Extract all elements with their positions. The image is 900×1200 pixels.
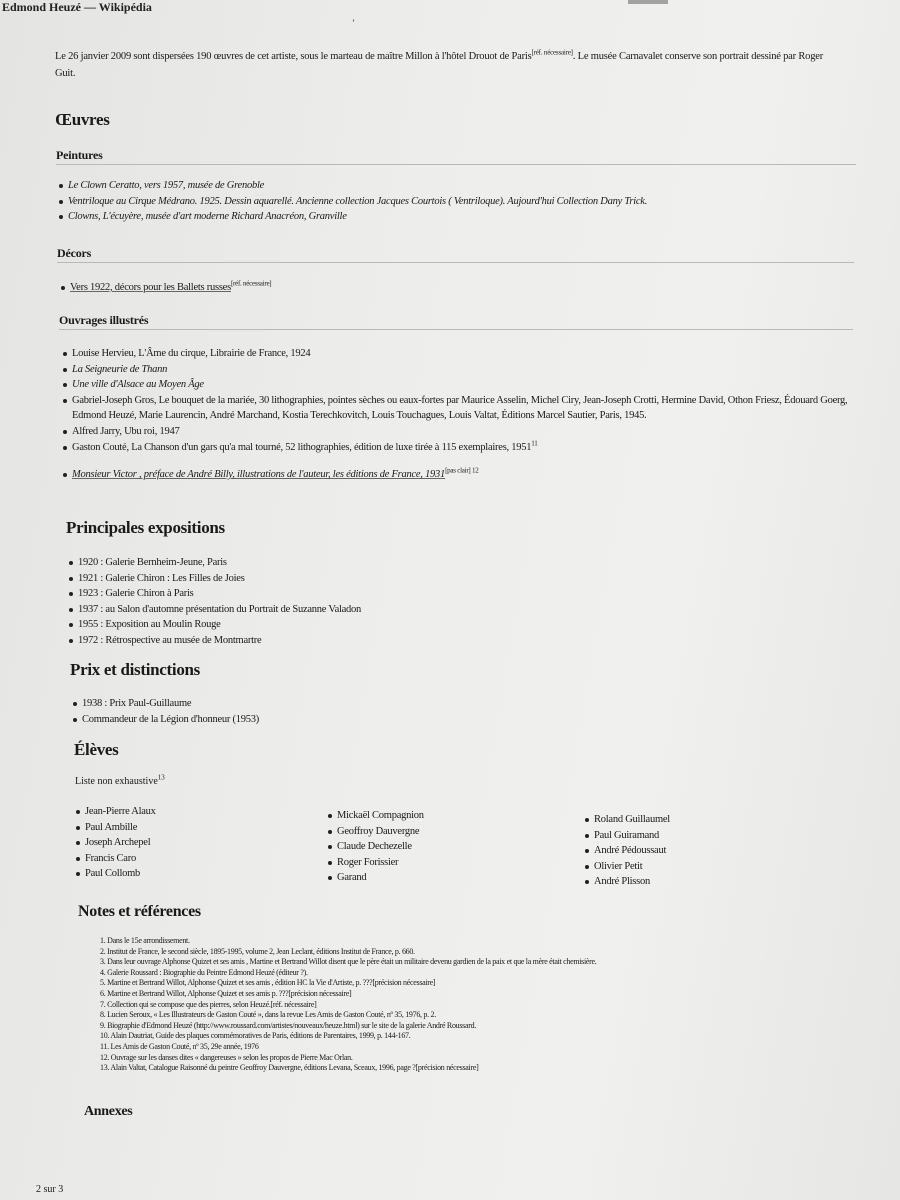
intro-tail: . Le musée Carnavalet conserve son portrait dessiné par Roger Guit. [55, 51, 824, 79]
reference-item: 8. Lucien Seroux, « Les Illustrateurs de Gaston Couté », dans la revue Les Amis de Gaston Couté, nº 35, 1976, p. 2. [100, 1010, 436, 1020]
list-item: Alfred Jarry, Ubu roi, 1947 [62, 424, 852, 440]
section-prix-heading: Prix et distinctions [70, 660, 200, 679]
list-item [62, 467, 852, 483]
list-item: 1937 : au Salon d'automne présentation du Portrait de Suzanne Valadon [68, 602, 768, 618]
decors-list [60, 280, 760, 296]
decors-link[interactable]: Vers 1922, décors pour les Ballets russes [70, 282, 231, 293]
list-item: André Pédoussaut [584, 843, 824, 859]
list-item: Claude Dechezelle [327, 839, 567, 855]
subsection-peintures-heading: Peintures [56, 148, 103, 162]
ref-12-link[interactable]: [pas clair] 12 [445, 466, 479, 475]
reference-item: 2. Institut de France, le second siècle, 1895-1995, volume 2, Jean Leclant, éditions Institut de France, p. 660. [100, 946, 415, 956]
intro-ref-link[interactable]: [réf. nécessaire] [531, 48, 573, 57]
list-item: Olivier Petit [584, 859, 824, 875]
ref-11-link[interactable]: 11 [531, 439, 538, 448]
list-item: Paul Ambille [75, 820, 305, 836]
reference-item: 5. Martine et Bertrand Willot, Alphonse Quizet et ses amis , édition HC la Vie d'Artiste, p. ???[précision nécessaire] [100, 978, 436, 988]
reference-item: 13. Alain Valtat, Catalogue Raisonné du peintre Geoffroy Dauvergne, éditions Levana, Sceaux, 1996, page ?[précision nécessaire] [100, 1063, 479, 1073]
list-item: Une ville d'Alsace au Moyen Âge [62, 377, 852, 393]
speck-mark: ʼ [352, 18, 355, 28]
reference-item: 10. Alain Dautriat, Guide des plaques commémoratives de Paris, éditions de Parentaires, 1999, p. 144-167. [100, 1031, 411, 1041]
reference-item: 4. Galerie Roussard : Biographie du Peintre Edmond Heuzé (éditeur ?). [100, 967, 308, 977]
list-item: Francis Caro [75, 851, 305, 867]
list-item: 1921 : Galerie Chiron : Les Filles de Joies [68, 571, 768, 587]
eleves-col-3 [584, 812, 824, 890]
list-item: 1972 : Rétrospective au musée de Montmartre [68, 633, 768, 649]
page-number: 2 sur 3 [36, 1184, 64, 1195]
list-item: Mickaël Compagnion [327, 808, 567, 824]
peintures-list [58, 178, 848, 225]
section-notes-heading: Notes et références [78, 903, 201, 920]
eleves-note: Liste non exhaustive$^{13}$ [75, 773, 165, 787]
eleves-col-1 [75, 804, 305, 882]
reference-item: 7. Collection qui se compose que des pierres, selon Heuzé.[réf. nécessaire] [100, 999, 317, 1009]
eleves-col-2 [327, 808, 567, 886]
list-item: Le Clown Ceratto, vers 1957, musée de Grenoble [58, 178, 848, 194]
expositions-list [68, 555, 768, 649]
section-eleves-heading: Élèves [74, 740, 119, 759]
section-expositions-heading: Principales expositions [66, 518, 225, 537]
list-item: La Seigneurie de Thann [62, 362, 852, 378]
intro-paragraph [55, 48, 835, 82]
list-item [60, 280, 760, 296]
monsieur-victor-link[interactable]: Monsieur Victor , préface de André Billy, illustrations de l'auteur, les éditions de France, 1931 [72, 469, 446, 481]
decors-rule [57, 262, 854, 263]
list-item: Jean-Pierre Alaux [75, 804, 305, 820]
list-item: Ventriloque au Cirque Médrano. 1925. Dessin aquarellé. Ancienne collection Jacques Courtois ( Ventriloque). Aujourd'hui Collection Dany Trick. [58, 194, 848, 210]
intro-text: Le 26 janvier 2009 sont dispersées 190 œuvres de cet artiste, sous le marteau de maître Millon à l'hôtel Drouot de Paris [55, 51, 532, 62]
section-oeuvres-heading: Œuvres [55, 110, 110, 129]
list-item: Gaston Couté, La Chanson d'un gars qu'a mal tourné, 52 lithographies, édition de luxe tirée à 115 exemplaires, 1951$^{11}$ [62, 440, 852, 456]
reference-item: 12. Ouvrage sur les danses dites « dangereuses » selon les propos de Pierre Mac Orlan. [100, 1052, 353, 1062]
list-item: Paul Collomb [75, 866, 305, 882]
list-item: Paul Guiramand [584, 828, 824, 844]
list-item: Commandeur de la Légion d'honneur (1953) [72, 712, 672, 728]
list-item: Gabriel-Joseph Gros, Le bouquet de la mariée, 30 lithographies, pointes sèches ou eaux-fortes par Maurice Asselin, Michel Ciry, Jean-Joseph Crotti, Hermine David, Othon Friesz, Édouard Goerg, Edmond Heuzé, Marie Laurencin, André Marchand, Kostia Terechkovitch, Louis Touchagues, Louis Valtat, Éditions Marcel Sautier, Paris, 1945. [62, 393, 852, 424]
list-item: Louise Hervieu, L'Âme du cirque, Librairie de France, 1924 [62, 346, 852, 362]
peintures-rule [56, 164, 856, 165]
list-item: 1920 : Galerie Bernheim-Jeune, Paris [68, 555, 768, 571]
list-item: Garand [327, 870, 567, 886]
list-item: 1938 : Prix Paul-Guillaume [72, 696, 672, 712]
page-header-title: Edmond Heuzé — Wikipédia [2, 0, 152, 14]
prix-list [72, 696, 672, 727]
reference-item: 6. Martine et Bertrand Willot, Alphonse Quizet et ses amis p. ???[précision nécessaire] [100, 988, 352, 998]
list-item: Roland Guillaumel [584, 812, 824, 828]
header-right-fragment [628, 0, 668, 4]
decors-ref-link[interactable]: [réf. nécessaire] [230, 279, 272, 288]
list-item: Geoffroy Dauvergne [327, 824, 567, 840]
eleves-ref-link[interactable]: 13 [157, 773, 165, 782]
reference-item: 9. Biographie d'Edmond Heuzé (http://www.roussard.com/artistes/nouveaux/heuze.html) sur le site de la galerie André Roussard. [100, 1020, 476, 1030]
reference-item: 1. Dans le 15e arrondissement. [100, 936, 190, 945]
ouvrages-rule [59, 329, 853, 330]
list-item: Joseph Archepel [75, 835, 305, 851]
ouvrages-list [62, 346, 852, 483]
references-list [100, 936, 840, 1074]
subsection-decors-heading: Décors [57, 246, 92, 260]
list-item: Clowns, L'écuyère, musée d'art moderne Richard Anacréon, Granville [58, 209, 848, 225]
reference-item: 3. Dans leur ouvrage Alphonse Quizet et ses amis , Martine et Bertrand Willot disent que le père était un militaire devenu gardien de la paix et que la mère était chemisière. [100, 957, 597, 967]
subsection-ouvrages-heading: Ouvrages illustrés [59, 313, 149, 327]
list-item: 1923 : Galerie Chiron à Paris [68, 586, 768, 602]
list-item: 1955 : Exposition au Moulin Rouge [68, 617, 768, 633]
reference-item: 11. Les Amis de Gaston Couté, nº 35, 29e année, 1976 [100, 1041, 259, 1051]
list-item: Roger Forissier [327, 855, 567, 871]
list-item: André Plisson [584, 874, 824, 890]
section-annexes-heading: Annexes [84, 1104, 133, 1119]
